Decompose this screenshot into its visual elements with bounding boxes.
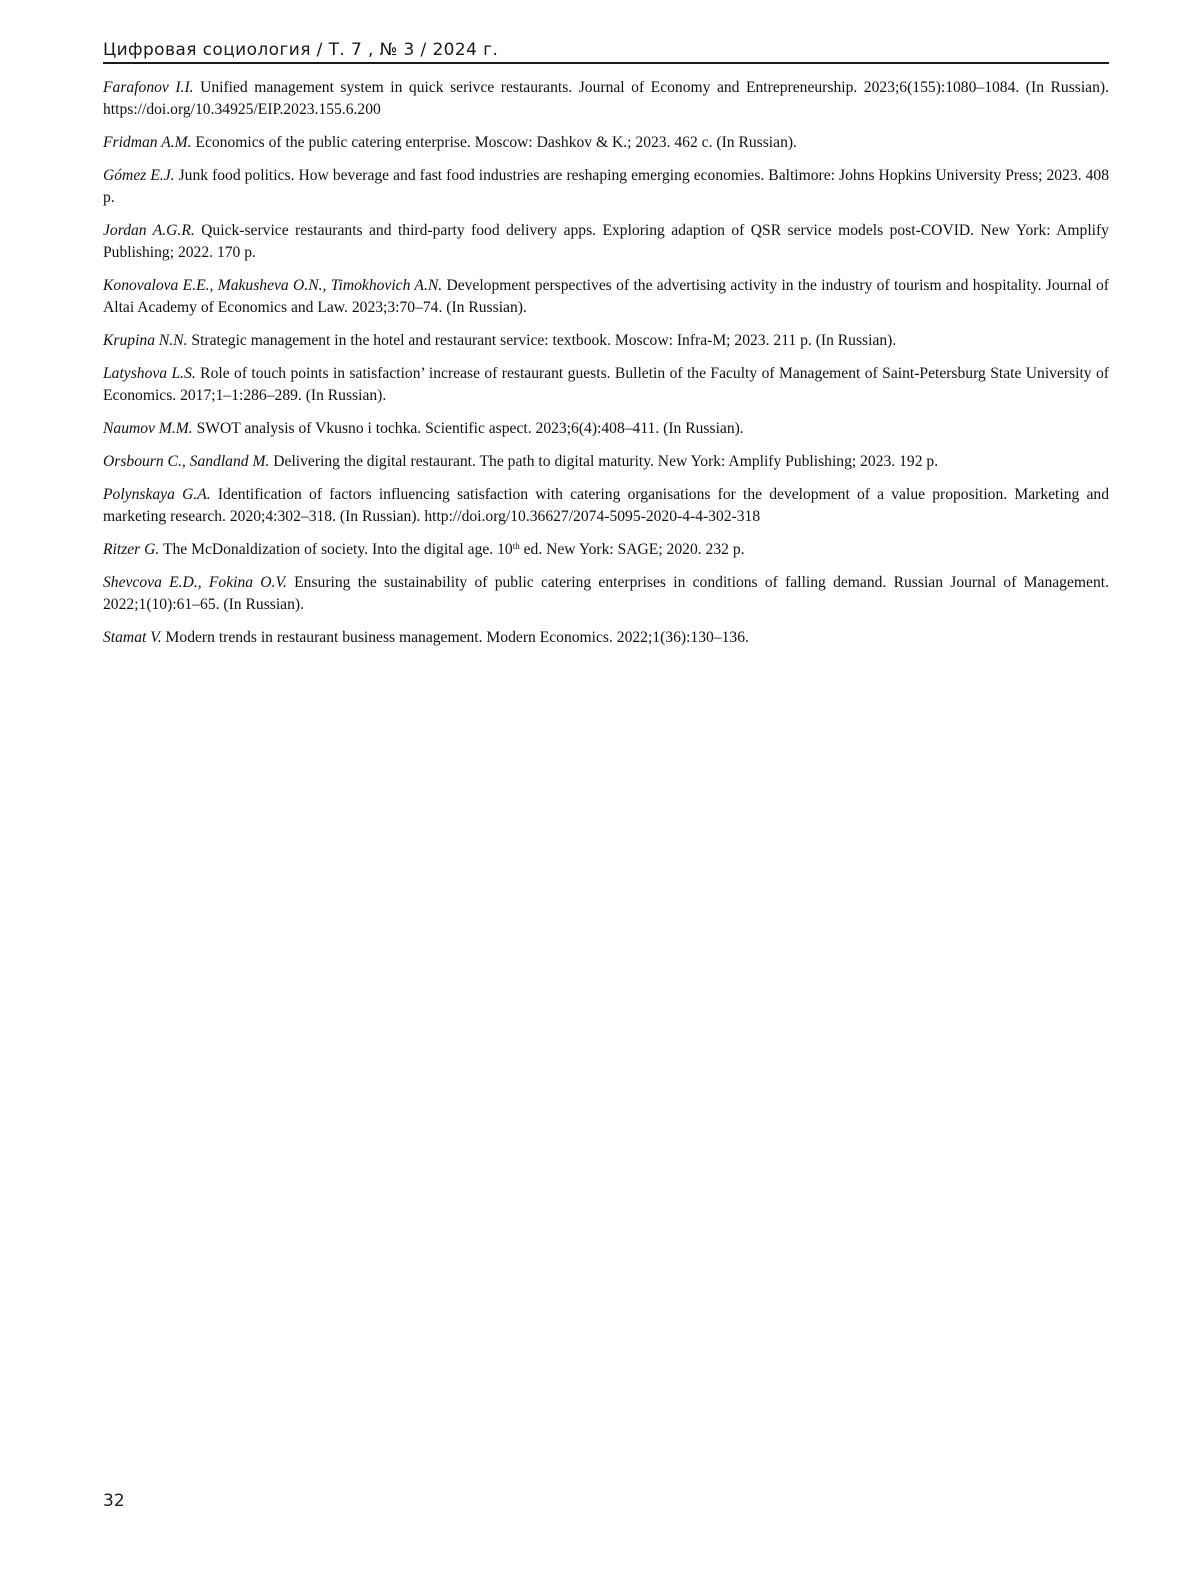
reference-authors: Shevcova E.D., Fokina O.V. [103, 574, 287, 591]
reference-item [103, 165, 1109, 209]
reference-text: Ensuring the sustainability of public catering enterprises in conditions of falling demand. Russian Journal of Management. 2022;1(10):61–65. (In Russian). [103, 574, 1109, 613]
reference-authors: Ritzer G. [103, 541, 160, 558]
reference-text-before: The McDonaldization of society. Into the digital age. 10 [162, 541, 513, 558]
reference-item [103, 539, 1109, 561]
reference-item [103, 132, 1109, 154]
journal-title: Цифровая социология / Т. 7 , № 3 / 2024 г. [103, 40, 499, 60]
reference-item [103, 627, 1109, 649]
reference-item [103, 77, 1109, 121]
reference-authors: Farafonov I.I. [103, 79, 194, 96]
reference-authors: Orsbourn C., Sandland M. [103, 453, 270, 470]
reference-text: Identification of factors influencing satisfaction with catering organisations for the development of a value proposition. Marketing and marketing research. 2020;4:302–318. (In Russian). http://doi.org/10.36627/2074-5095-2020-4-4-302-318 [103, 486, 1110, 525]
reference-text: Development perspectives of the advertising activity in the industry of tourism and hospitality. Journal of Altai Academy of Economics and Law. 2023;3:70–74. (In Russian). [103, 277, 1109, 316]
reference-text: Junk food politics. How beverage and fast food industries are reshaping emerging economies. Baltimore: Johns Hopkins University Press; 2023. 408 p. [103, 167, 1110, 206]
reference-authors: Krupina N.N. [103, 332, 188, 349]
reference-text-after: ed. New York: SAGE; 2020. 232 p. [519, 541, 745, 558]
reference-authors: Stamat V. [103, 629, 162, 646]
reference-item [103, 220, 1109, 264]
reference-text: Strategic management in the hotel and restaurant service: textbook. Moscow: Infra-M; 2023. 211 p. (In Russian). [191, 332, 897, 349]
reference-authors: Naumov M.M. [103, 420, 193, 437]
reference-item [103, 418, 1109, 440]
reference-authors: Polynskaya G.A. [103, 486, 211, 503]
reference-item [103, 572, 1109, 616]
reference-item [103, 363, 1109, 407]
reference-text: Delivering the digital restaurant. The path to digital maturity. New York: Amplify Publishing; 2023. 192 p. [273, 453, 939, 470]
ordinal-superscript: th [512, 541, 520, 551]
reference-text: Economics of the public catering enterprise. Moscow: Dashkov & K.; 2023. 462 c. (In Russian). [195, 134, 797, 151]
page-number: 32 [103, 1491, 125, 1511]
reference-list [103, 77, 1109, 660]
reference-authors: Jordan A.G.R. [103, 222, 195, 239]
reference-authors: Gómez E.J. [103, 167, 175, 184]
reference-text: Unified management system in quick serivce restaurants. Journal of Economy and Entrepreneurship. 2023;6(155):1080–1084. (In Russian). https://doi.org/10.34925/EIP.2023.155.6.200 [103, 79, 1109, 118]
reference-item [103, 275, 1109, 319]
reference-text: SWOT analysis of Vkusno i tochka. Scientific aspect. 2023;6(4):408–411. (In Russian). [196, 420, 744, 437]
reference-authors: Fridman A.M. [103, 134, 192, 151]
reference-text: Modern trends in restaurant business management. Modern Economics. 2022;1(36):130–136. [165, 629, 749, 646]
reference-item [103, 451, 1109, 473]
running-header [103, 38, 1109, 64]
reference-item [103, 484, 1109, 528]
reference-item [103, 330, 1109, 352]
reference-authors: Konovalova E.E., Makusheva O.N., Timokhovich A.N. [103, 277, 443, 294]
reference-text: Role of touch points in satisfaction’ increase of restaurant guests. Bulletin of the Faculty of Management of Saint-Petersburg State University of Economics. 2017;1–1:286–289. (In Russian). [103, 365, 1109, 404]
reference-text: Quick-service restaurants and third-party food delivery apps. Exploring adaption of QSR service models post-COVID. New York: Amplify Publishing; 2022. 170 p. [103, 222, 1109, 261]
reference-authors: Latyshova L.S. [103, 365, 196, 382]
